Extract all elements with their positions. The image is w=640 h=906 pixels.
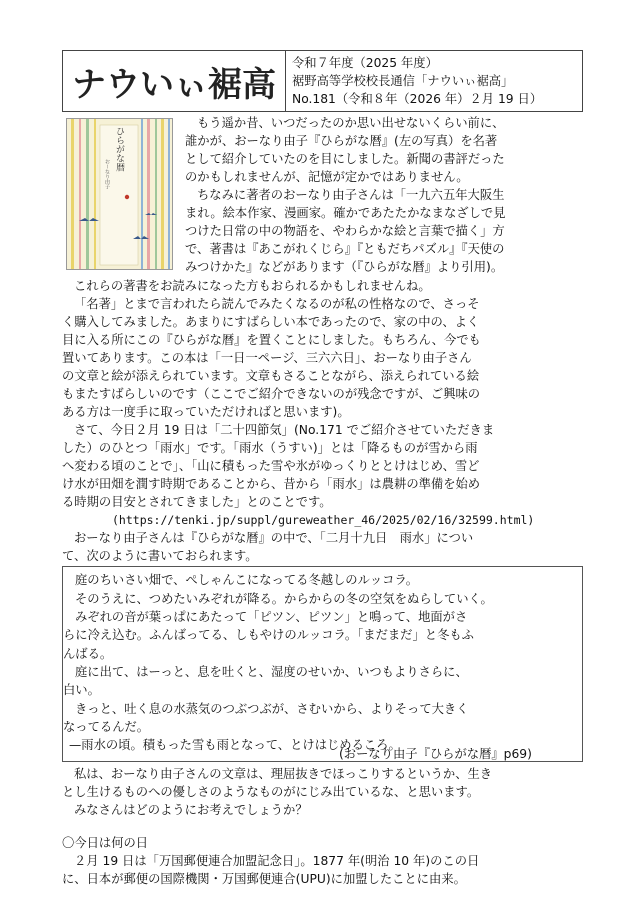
header-info	[286, 51, 582, 111]
source-url-link[interactable]: (https://tenki.jp/suppl/gureweather_46/2025/02/16/32599.html)	[112, 513, 535, 527]
body-line-10: した）のひとつ「雨水」です。「雨水（うすい)」とは「降るものが雪から雨	[62, 441, 478, 455]
header-issue-number: No.181（令和８年（2026 年）２月 19 日）	[292, 92, 543, 106]
header-fiscal-year: 令和７年度（2025 年度）	[292, 56, 438, 70]
body-line-13: る時期の目安とされてきました」とのことです。	[62, 495, 332, 509]
body-line-12: け水が田畑を潤す時期であることから、昔から「雨水」は農耕の準備を始め	[62, 477, 481, 491]
intro-line-5: ちなみに著者のおーなり由子さんは「一九六五年大阪生	[197, 188, 505, 202]
quote-box	[62, 566, 583, 762]
body-line-9: さて、今日２月 19 日は「二十四節気」(No.171 でご紹介させていただきま	[74, 423, 495, 437]
quote-line-8: きっと、吐く息の水蒸気のつぶつぶが、さむいから、よりそって大きく	[75, 702, 469, 716]
quote-line-7: 白い。	[63, 683, 100, 697]
quote-line-5: んばる。	[63, 647, 113, 661]
quote-line-10: —雨水の頃。積もった雪も雨となって、とけはじめるころ。	[69, 738, 401, 752]
body-line-7: もまたすばらしいのです（ここでご紹介できないのが残念ですが、ご興味の	[62, 387, 481, 401]
body-line-8: ある方は一度手に取っていただければと思います)。	[62, 405, 350, 419]
quote-line-6: 庭に出て、はーっと、息を吐くと、湿度のせいか、いつもよりさらに、	[75, 665, 468, 679]
post-quote-line-1: 私は、おーなり由子さんの文章は、理屈抜きでほっこりするというか、生き	[74, 767, 493, 781]
body-line-4: 目に入る所にこの『ひらがな暦』を置くことにしました。もちろん、今でも	[62, 333, 481, 347]
newsletter-logo: ナウいぃ裾高	[63, 51, 286, 111]
body-line-11: へ変わる頃のことで」、「山に積もった雪や氷がゆっくりととけはじめ、雪ど	[62, 459, 480, 473]
intro-line-3: として紹介していたのを目にしました。新聞の書評だった	[185, 152, 505, 166]
today-heading: 〇今日は何の日	[62, 836, 149, 850]
pre-quote-line-1: おーなり由子さんは『ひらがな暦』の中で、「二月十九日 雨水」につい	[74, 531, 474, 545]
quote-citation: (おーなり由子『ひらがな暦』p69)	[339, 747, 532, 761]
book-cover-illustration	[67, 119, 173, 270]
intro-line-6: まれ。絵本作家、漫画家。確かであたたかなまなざしで見	[185, 206, 506, 220]
today-line-1: ２月 19 日は「万国郵便連合加盟記念日」。1877 年(明治 10 年)のこの日	[74, 854, 480, 868]
quote-line-2: そのうえに、つめたいみぞれが降る。からからの冬の空気をぬらしていく。	[75, 592, 493, 606]
svg-text:おーなり由子: おーなり由子	[104, 159, 110, 189]
quote-line-3: みぞれの音が葉っぱにあたって「ピツン、ピツン」と鳴って、地面がさ	[75, 610, 468, 624]
intro-line-7: つけた日常の中の物語を、やわらかな絵と言葉で描く」方	[185, 224, 505, 238]
header-publication: 裾野高等学校校長通信「ナウいぃ裾高」	[292, 74, 514, 88]
body-line-5: 置いてあります。この本は「一日一ページ、三六六日」、おーなり由子さん	[62, 351, 472, 365]
pre-quote-line-2: て、次のように書いておられます。	[62, 549, 258, 563]
body-line-6: の文章と絵が添えられています。文章もさることながら、添えられている絵	[62, 369, 480, 383]
intro-line-8: で、著書は『あこがれくじら』『ともだちパズル』『天使の	[185, 242, 505, 256]
body-line-1: これらの著書をお読みになった方もおられるかもしれませんね。	[74, 279, 431, 293]
post-quote-line-3: みなさんはどのようにお考えでしょうか？	[74, 803, 308, 817]
newsletter-header	[62, 50, 583, 112]
intro-line-2: 誰かが、おーなり由子『ひらがな暦』(左の写真）を名著	[185, 134, 498, 148]
today-line-2: に、日本が郵便の国際機関・万国郵便連合(UPU)に加盟したことに由来。	[62, 872, 466, 886]
body-line-3: く購入してみました。あまりにすばらしい本であったので、家の中の、よく	[62, 315, 480, 329]
intro-line-9: みつけかた』などがあります（『ひらがな暦』より引用)。	[185, 260, 504, 274]
body-line-2: 「名著」とまで言われたら読んでみたくなるのが私の性格なので、さっそ	[74, 297, 480, 311]
quote-line-9: なってるんだ。	[63, 720, 150, 734]
quote-line-1: 庭のちいさい畑で、ぺしゃんこになってる冬越しのルッコラ。	[75, 573, 419, 587]
svg-text:ひらがな暦: ひらがな暦	[114, 126, 124, 172]
quote-line-4: らに冷え込む。ふんばってる、しもやけのルッコラ。「まだまだ」と冬もふ	[63, 628, 474, 642]
book-cover-image	[66, 118, 173, 270]
intro-line-1: もう遥か昔、いつだったのか思い出せないくらい前に、	[197, 116, 505, 130]
post-quote-line-2: とし生けるものへの優しさのようなものがにじみ出ているな、と思います。	[62, 785, 480, 799]
intro-line-4: のかもしれませんが、記憶が定かではありません。	[185, 170, 469, 184]
